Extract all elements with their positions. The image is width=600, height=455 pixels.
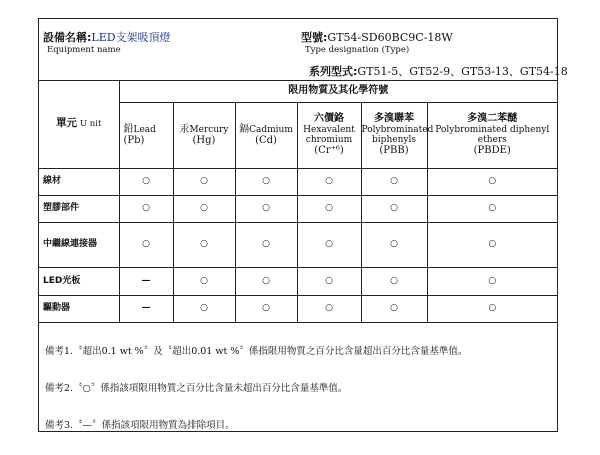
- table-cell: ○: [427, 195, 557, 222]
- row-label: 線材: [39, 168, 119, 195]
- col-header-cadmium: [235, 102, 297, 168]
- table-cell: ○: [119, 195, 173, 222]
- unit-header: [39, 80, 119, 168]
- table-cell: ○: [361, 295, 427, 322]
- table-row: [39, 195, 557, 222]
- col-header-pbb: [361, 102, 434, 168]
- col-lead-symbol: (Pb): [123, 135, 145, 146]
- table-cell: ○: [361, 222, 427, 267]
- table-cell: ○: [173, 195, 235, 222]
- table-row: [39, 222, 557, 267]
- table-cell: —: [119, 267, 173, 295]
- table-cell: ○: [119, 168, 173, 195]
- table-cell: ○: [235, 222, 297, 267]
- col-pbde-zh: 多溴二苯醚: [467, 113, 518, 125]
- note-2: 備考2.〝○〞係指該項限用物質之百分比含量未超出百分比含量基準值。: [45, 383, 348, 394]
- table-cell: ○: [427, 168, 557, 195]
- table-cell: ○: [173, 222, 235, 267]
- document-header: [39, 19, 568, 81]
- col-mercury-en: Mercury: [189, 124, 229, 135]
- table-cell: ○: [297, 222, 361, 267]
- table-cell: ○: [297, 267, 361, 295]
- group-header: 限用物質及其化學符號: [119, 80, 557, 102]
- table-cell: ○: [297, 195, 361, 222]
- col-chromium-zh: 六價鉻: [314, 113, 344, 125]
- table-cell: ○: [235, 295, 297, 322]
- table-cell: ○: [119, 222, 173, 267]
- col-header-pbde: [427, 102, 557, 168]
- table-cell: ○: [235, 168, 297, 195]
- substance-table: [39, 80, 557, 323]
- series-line: [309, 63, 568, 79]
- col-mercury-symbol: (Hg): [192, 135, 216, 146]
- col-pbde-symbol: (PBDE): [473, 145, 511, 157]
- col-cadmium-symbol: (Cd): [255, 135, 277, 146]
- note-1: 備考1.〝超出0.1 wt %〞及〝超出0.01 wt %〞係指限用物質之百分比含量超出百分比含量基準值。: [45, 346, 468, 357]
- unit-label-en: U nit: [79, 119, 102, 130]
- table-cell: ○: [173, 168, 235, 195]
- table-cell: ○: [173, 295, 235, 322]
- table-cell: ○: [427, 295, 557, 322]
- col-pbb-symbol: (PBB): [379, 145, 409, 157]
- table-cell: ○: [361, 195, 427, 222]
- rohs-declaration-document: [38, 18, 568, 432]
- col-lead-zh: 鉛: [123, 123, 134, 135]
- col-header-lead: [119, 102, 173, 168]
- col-mercury-zh: 汞: [179, 123, 190, 135]
- type-en: Type designation (Type): [305, 45, 410, 55]
- table-cell: ○: [361, 168, 427, 195]
- col-chromium-symbol: (Cr⁺⁶): [314, 145, 344, 157]
- equipment-name-value: LED支架吸頂燈: [91, 31, 171, 44]
- type-line: [301, 29, 453, 45]
- col-header-mercury: [173, 102, 235, 168]
- table-row: [39, 295, 557, 322]
- table-cell: ○: [173, 267, 235, 295]
- col-pbb-en: Polybrominated biphenyls: [361, 124, 434, 145]
- series-value: GT51-5、GT52-9、GT53-13、GT54-18: [357, 65, 568, 78]
- series-label: 系列型式:: [309, 65, 358, 78]
- col-header-chromium: [297, 102, 361, 168]
- row-label-text: 中繼線連接器: [43, 238, 98, 249]
- col-pbb-zh: 多溴聯苯: [374, 113, 414, 125]
- table-cell: —: [119, 295, 173, 322]
- col-chromium-en: Hexavalent chromium: [303, 124, 355, 145]
- unit-label: 單元: [56, 117, 78, 130]
- col-lead-en: Lead: [133, 124, 156, 135]
- col-cadmium-zh: 鎘: [239, 123, 250, 135]
- row-label: 塑膠部件: [39, 195, 119, 222]
- table-row: [39, 267, 557, 295]
- table-cell: ○: [427, 222, 557, 267]
- table-row: [39, 168, 557, 195]
- table-cell: ○: [361, 267, 427, 295]
- type-value: GT54-SD60BC9C-18W: [327, 31, 453, 44]
- equipment-name-en: Equipment name: [47, 45, 121, 55]
- row-label: LED光板: [39, 267, 119, 295]
- table-cell: ○: [235, 195, 297, 222]
- table-cell: ○: [427, 267, 557, 295]
- table-cell: ○: [235, 267, 297, 295]
- note-3: 備考3.〝—〞係指該項限用物質為排除項目。: [45, 420, 235, 431]
- row-label: [39, 222, 119, 267]
- equipment-name-label: 設備名稱:: [43, 31, 92, 44]
- equipment-name-line: [43, 29, 171, 45]
- table-cell: ○: [297, 168, 361, 195]
- row-label: 驅動器: [39, 295, 119, 322]
- table-cell: ○: [297, 295, 361, 322]
- type-label: 型號:: [301, 31, 328, 44]
- col-pbde-en: Polybrominated diphenyl ethers: [435, 124, 550, 145]
- col-cadmium-en: Cadmium: [249, 124, 293, 135]
